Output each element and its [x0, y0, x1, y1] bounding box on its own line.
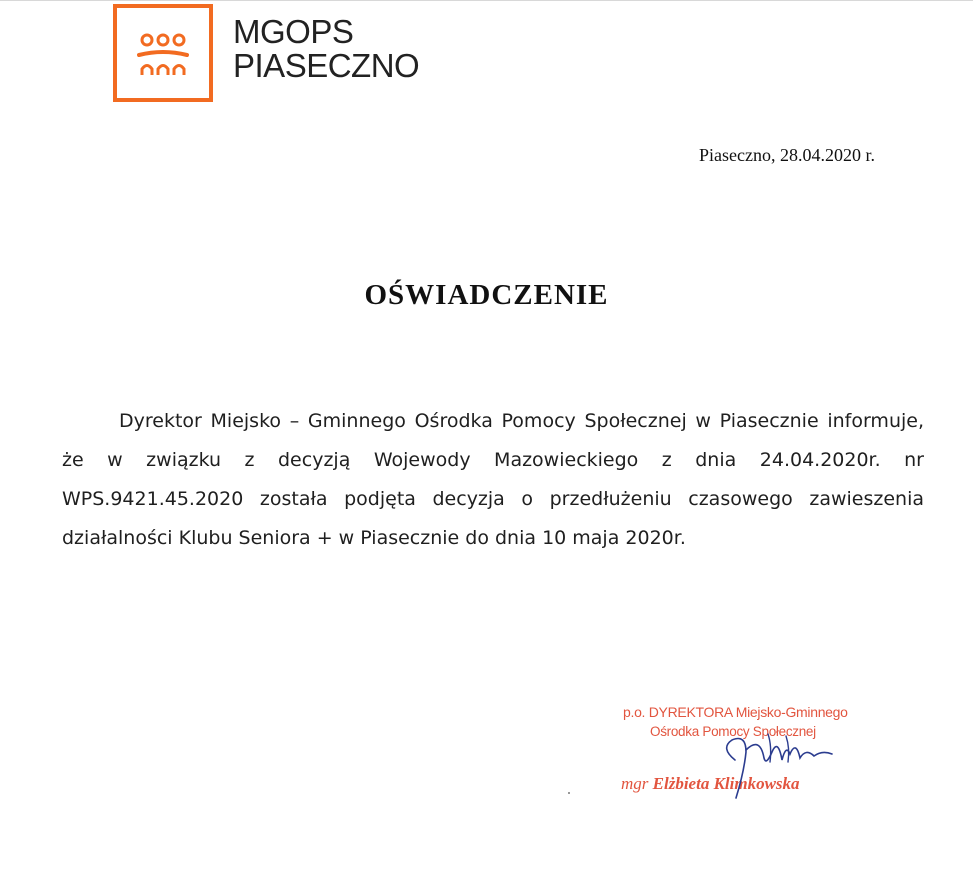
top-border	[0, 0, 973, 1]
brand-line2: PIASECZNO	[233, 47, 420, 84]
document-body: Dyrektor Miejsko – Gminnego Ośrodka Pomocy Społecznej w Piasecznie informuje, że w związku z decyzją Wojewody Mazowieckiego z dnia 24.04.2020r. nr WPS.9421.45.2020 została podjęta decyzja o przedłużeniu czasowego zawieszenia działalności Klubu Seniora + w Piasecznie do dnia 10 maja 2020r.	[62, 410, 924, 549]
stamp-line2: Ośrodka Pomocy Społecznej	[650, 724, 816, 739]
scan-speck	[568, 792, 570, 794]
handwritten-signature	[600, 700, 900, 810]
stamp-line3-prefix: mgr	[621, 774, 649, 793]
stamp-line1: p.o. DYREKTORA Miejsko-Gminnego	[623, 704, 848, 720]
brand-name	[233, 15, 419, 83]
mgops-logo-icon	[113, 4, 213, 102]
signature-stamp	[600, 700, 900, 810]
document-date: Piaseczno, 28.04.2020 r.	[699, 145, 875, 165]
brand-line1: MGOPS	[233, 13, 354, 50]
document-title: OŚWIADCZENIE	[364, 279, 609, 311]
stamp-line3-name: Elżbieta Klimkowska	[652, 774, 800, 793]
